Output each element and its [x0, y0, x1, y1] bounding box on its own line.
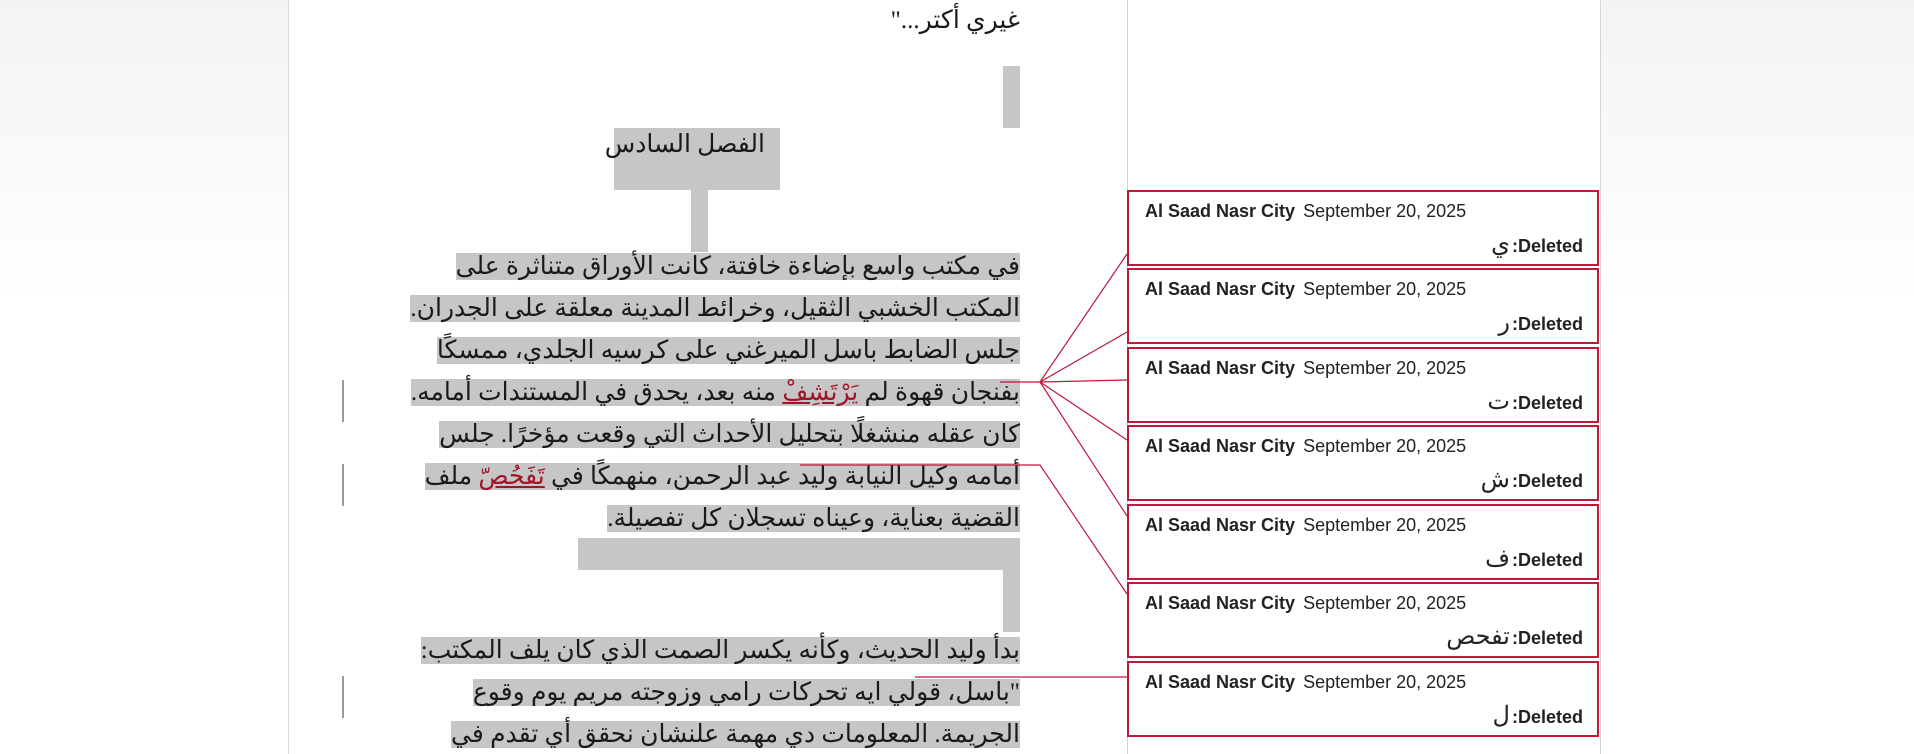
deleted-text: ر: [1498, 309, 1510, 336]
comment-label: Deleted:: [1511, 628, 1583, 648]
paragraph1-line: أمامه وكيل النيابة وليد عبد الرحمن، منهمكًا في تَفَحُصّ ملف: [424, 463, 1020, 490]
inserted-text[interactable]: تَفَحُصّ: [478, 463, 545, 490]
paragraph1-line: المكتب الخشبي الثقيل، وخرائط المدينة معلقة على الجدران.: [410, 295, 1020, 322]
comment-author: Al Saad Nasr City: [1145, 358, 1296, 378]
comment-label: Deleted:: [1511, 707, 1583, 727]
paragraph1-line: كان عقله منشغلًا بتحليل الأحداث التي وقعت مؤخرًا. جلس: [439, 421, 1020, 448]
paragraph1-line: بفنجان قهوة لم يَرْتَشِفْ منه بعد، يحدق في المستندات أمامه.: [410, 379, 1020, 406]
leader-line: [1040, 380, 1127, 382]
deleted-text: ش: [1480, 466, 1510, 493]
leader-line: [800, 465, 1127, 594]
paragraph1-line: في مكتب واسع بإضاءة خافتة، كانت الأوراق متناثرة على: [455, 253, 1020, 280]
deleted-text: ل: [1492, 702, 1510, 729]
revision-balloon[interactable]: [1127, 425, 1599, 501]
comment-date: September 20, 2025: [1303, 515, 1467, 535]
leader-line: [1040, 332, 1127, 382]
comment-label: Deleted:: [1511, 314, 1583, 334]
leader-line: [1040, 382, 1127, 516]
comment-date: September 20, 2025: [1303, 593, 1467, 613]
comment-label: Deleted:: [1511, 236, 1583, 256]
leader-line: [1040, 254, 1127, 382]
chapter-heading: الفصل السادس: [604, 131, 765, 158]
comment-author: Al Saad Nasr City: [1145, 672, 1296, 692]
top-line: غيري أكتر...": [890, 7, 1020, 34]
comment-label: Deleted:: [1511, 471, 1583, 491]
revision-balloon[interactable]: [1127, 190, 1599, 266]
paragraph2-line: بدأ وليد الحديث، وكأنه يكسر الصمت الذي كان يلف المكتب:: [420, 637, 1020, 664]
revision-balloon[interactable]: [1127, 661, 1599, 737]
comment-author: Al Saad Nasr City: [1145, 436, 1296, 456]
comment-date: September 20, 2025: [1303, 672, 1467, 692]
paragraph1-line: جلس الضابط باسل الميرغني على كرسيه الجلدي، ممسكًا: [436, 337, 1020, 364]
revision-balloon[interactable]: [1127, 504, 1599, 580]
comment-label: Deleted:: [1511, 393, 1583, 413]
comment-date: September 20, 2025: [1303, 358, 1467, 378]
revision-balloon[interactable]: [1127, 268, 1599, 344]
inserted-text[interactable]: يَرْتَشِفْ: [782, 379, 859, 406]
comment-author: Al Saad Nasr City: [1145, 201, 1296, 221]
comment-date: September 20, 2025: [1303, 279, 1467, 299]
deleted-text: ي: [1491, 231, 1510, 258]
comment-author: Al Saad Nasr City: [1145, 593, 1296, 613]
comment-author: Al Saad Nasr City: [1145, 279, 1296, 299]
comment-label: Deleted:: [1511, 550, 1583, 570]
comment-author: Al Saad Nasr City: [1145, 515, 1296, 535]
deleted-text: تفحص: [1446, 623, 1510, 650]
paragraph1-line: القضية بعناية، وعيناه تسجلان كل تفصيلة.: [607, 505, 1020, 532]
paragraph2-line: الجريمة. المعلومات دي مهمة علنشان نحقق أي تقدم في: [451, 721, 1020, 748]
leader-line: [1040, 382, 1127, 440]
comment-date: September 20, 2025: [1303, 201, 1467, 221]
revision-balloon[interactable]: [1127, 347, 1599, 423]
paragraph2-line: "باسل، قولي ايه تحركات رامي وزوجته مريم يوم وقوع: [472, 679, 1020, 706]
revision-balloon[interactable]: [1127, 582, 1599, 658]
comment-date: September 20, 2025: [1303, 436, 1467, 456]
deleted-text: ت: [1487, 388, 1510, 415]
deleted-text: ف: [1485, 545, 1510, 572]
